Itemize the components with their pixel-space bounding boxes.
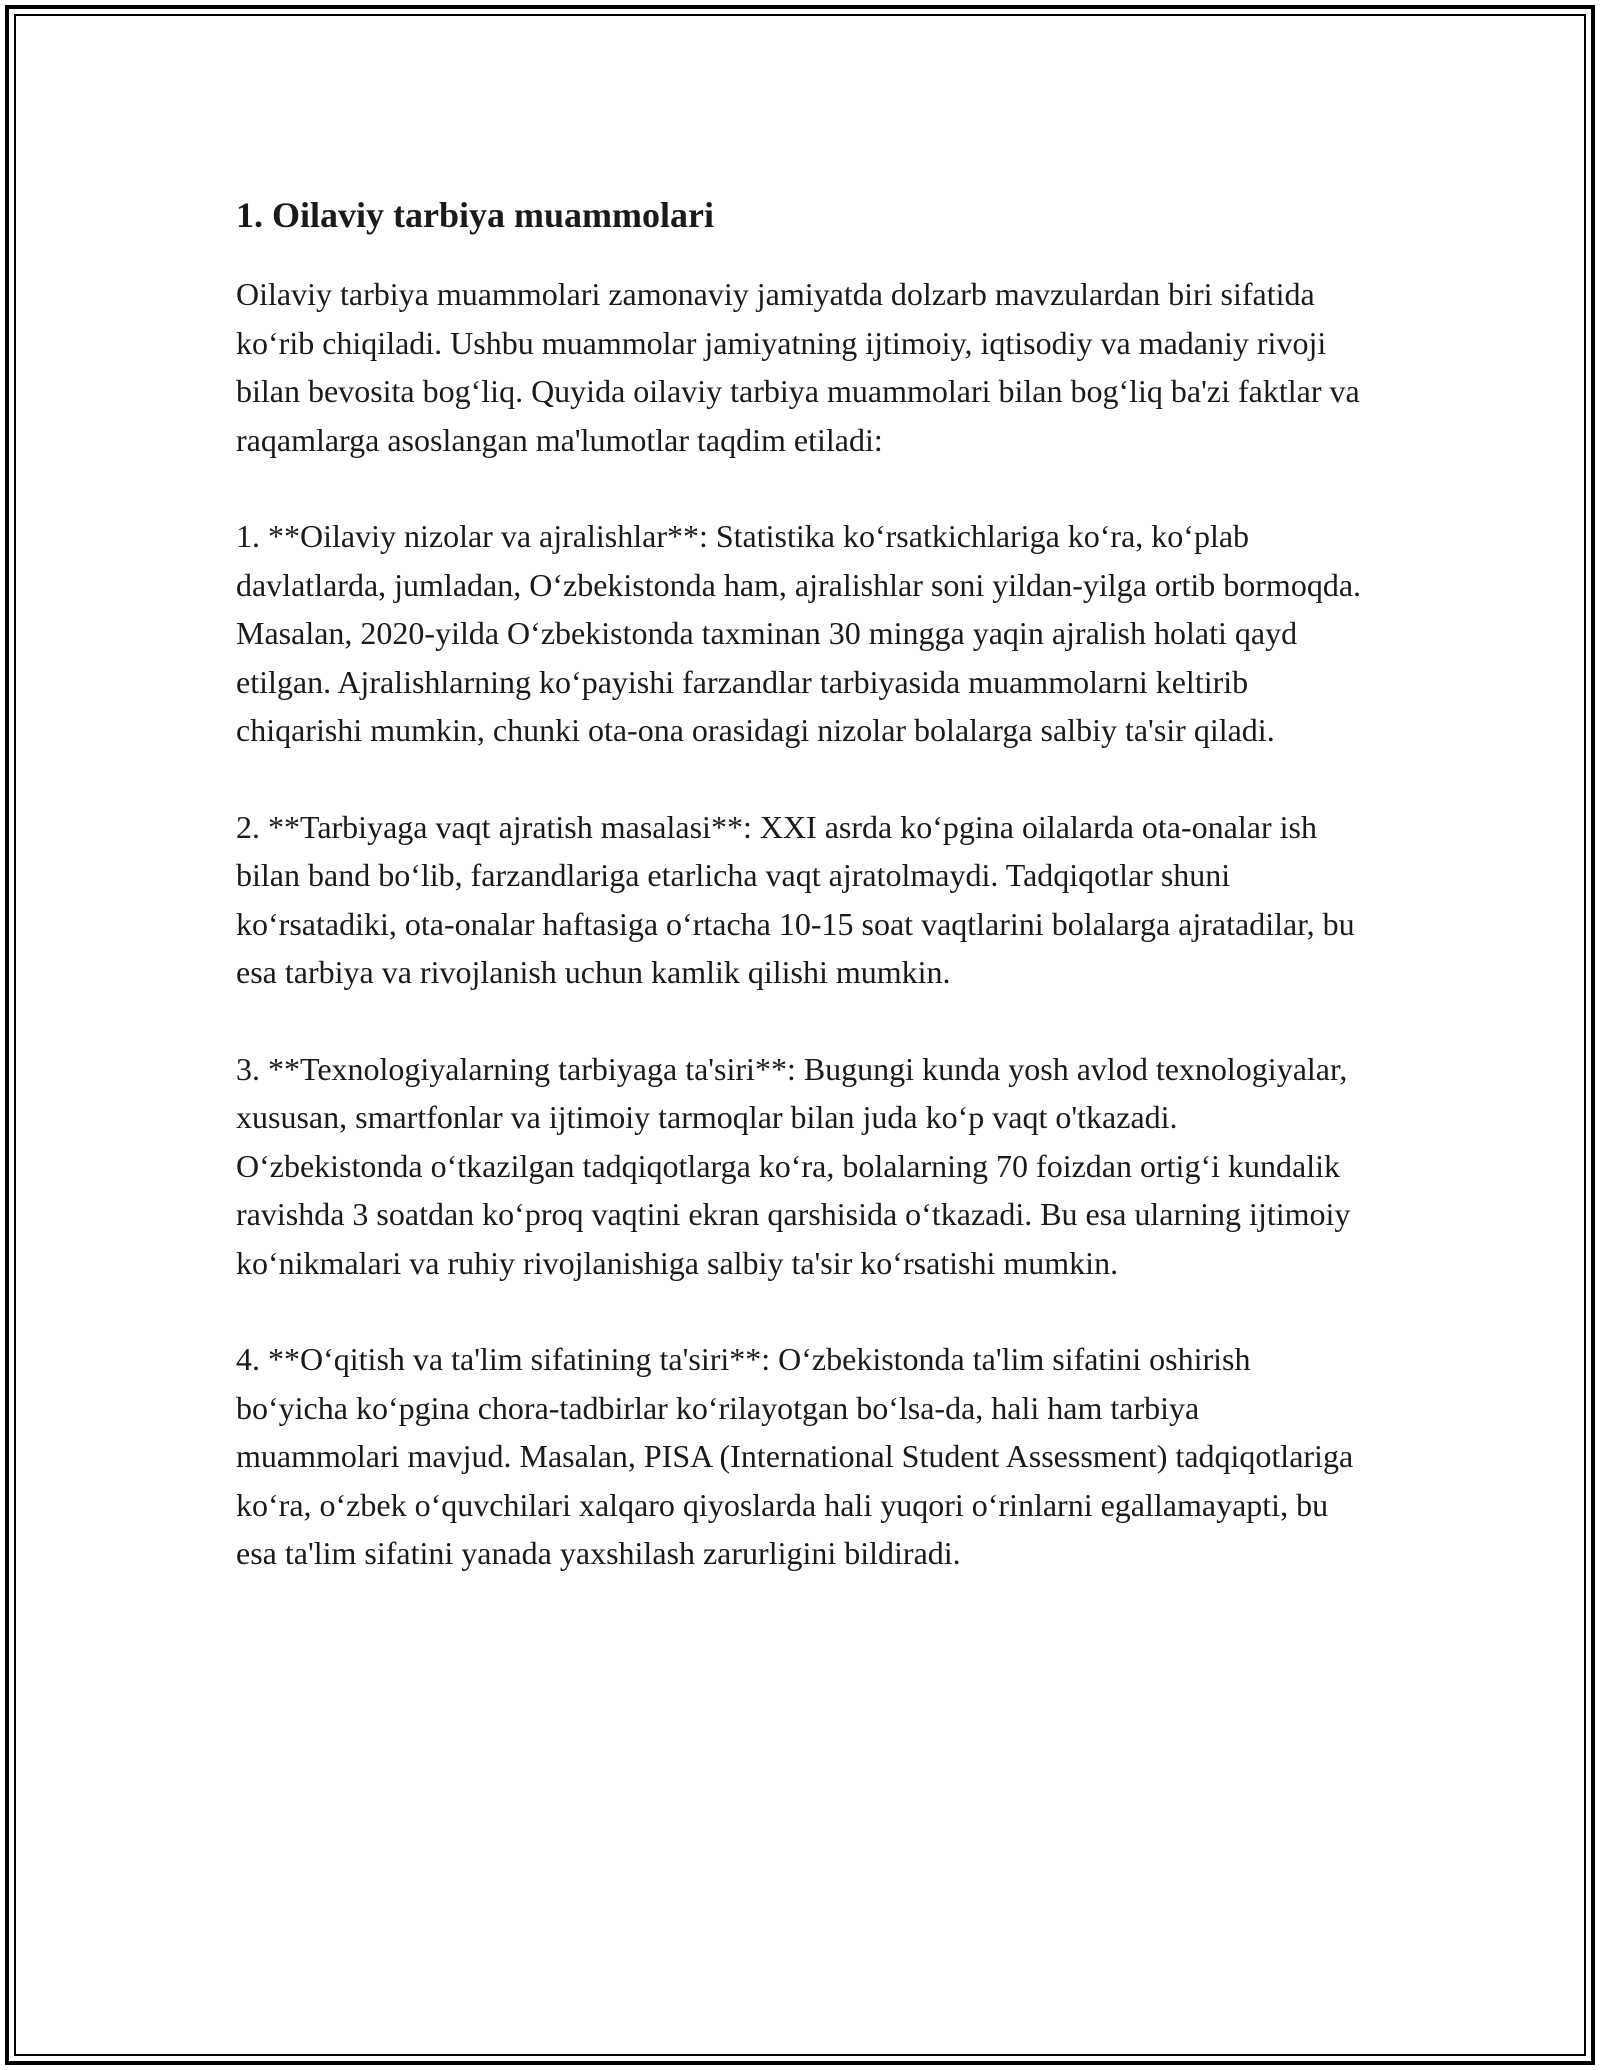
- paragraph-technology-impact: 3. **Texnologiyalarning tarbiyaga ta'siri**: Bugungi kunda yosh avlod texnologiyalar, xususan, smartfonlar va ijtimoiy tarmoqlar bilan juda koʻp vaqt o'tkazadi. Oʻzbekistonda oʻtkazilgan tadqiqotlarga koʻra, bolalarning 70 foizdan ortigʻi kundalik ravishda 3 soatdan koʻproq vaqtini ekran qarshisida oʻtkazadi. Bu esa ularning ijtimoiy koʻnikmalari va ruhiy rivojlanishiga salbiy ta'sir koʻrsatishi mumkin.: [236, 1050, 1351, 1281]
- paragraph-family-conflicts: 1. **Oilaviy nizolar va ajralishlar**: Statistika koʻrsatkichlariga koʻra, koʻplab davlatlarda, jumladan, Oʻzbekistonda ham, ajralishlar soni yildan-yilga ortib bormoqda. Masalan, 2020-yilda Oʻzbekistonda taxminan 30 mingga yaqin ajralish holati qayd etilgan. Ajralishlarning koʻpayishi farzandlar tarbiyasida muammolarni keltirib chiqarishi mumkin, chunki ota-ona orasidagi nizolar bolalarga salbiy ta'sir qiladi.: [236, 518, 1362, 748]
- section-heading: 1. Oilaviy tarbiya muammolari: [236, 195, 714, 235]
- paragraph-education-quality: 4. **Oʻqitish va ta'lim sifatining ta'siri**: Oʻzbekistonda ta'lim sifatini oshirish boʻyicha koʻpgina chora-tadbirlar koʻrilayotgan boʻlsa-da, hali ham tarbiya muammolari mavjud. Masalan, PISA (International Student Assessment) tadqiqotlariga koʻra, oʻzbek oʻquvchilari xalqaro qiyoslarda hali yuqori oʻrinlarni egallamayapti, bu esa ta'lim sifatini yanada yaxshilash zarurligini bildiradi.: [236, 1341, 1354, 1571]
- paragraph-time-for-upbringing: 2. **Tarbiyaga vaqt ajratish masalasi**: XXI asrda koʻpgina oilalarda ota-onalar ish bilan band boʻlib, farzandlariga etarlicha vaqt ajratolmaydi. Tadqiqotlar shuni koʻrsatadiki, ota-onalar haftasiga oʻrtacha 10-15 soat vaqtlarini bolalarga ajratadilar, bu esa tarbiya va rivojlanish uchun kamlik qilishi mumkin.: [236, 808, 1355, 990]
- intro-paragraph: Oilaviy tarbiya muammolari zamonaviy jamiyatda dolzarb mavzulardan biri sifatida koʻrib chiqiladi. Ushbu muammolar jamiyatning ijtimoiy, iqtisodiy va madaniy rivoji bilan bevosita bogʻliq. Quyida oilaviy tarbiya muammolari bilan bogʻliq ba'zi faktlar va raqamlarga asoslangan ma'lumotlar taqdim etiladi:: [236, 276, 1360, 458]
- document-body: [236, 188, 1366, 1626]
